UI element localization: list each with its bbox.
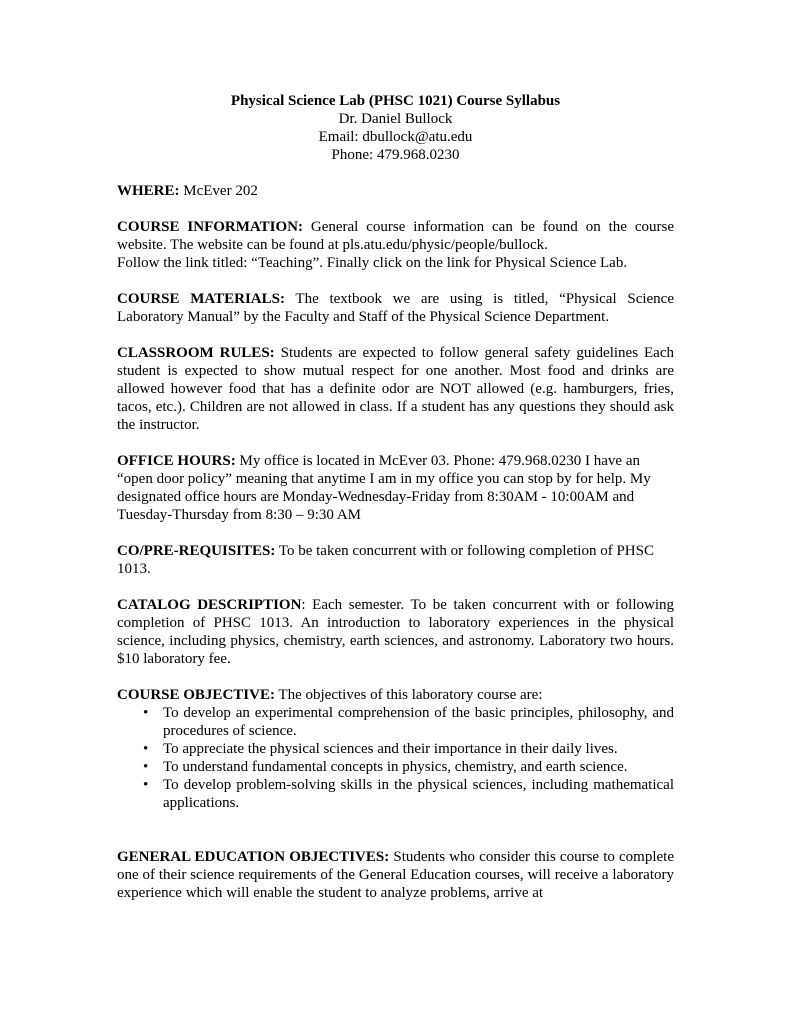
prerequisites-label: CO/PRE-REQUISITES: [117,543,276,559]
where-section [117,182,674,200]
list-item [143,704,674,740]
course-information-label: COURSE INFORMATION: [117,219,303,235]
office-hours-label: OFFICE HOURS: [117,453,236,469]
classroom-rules-section [117,344,674,434]
document-title: Physical Science Lab (PHSC 1021) Course Syllabus [230,93,561,109]
objective-text: To develop problem-solving skills in the physical sciences, including mathematical applications. [163,777,674,811]
course-information-line2: Follow the link titled: “Teaching”. Finally click on the link for Physical Science Lab. [117,255,628,271]
catalog-description-text: : Each semester. To be taken concurrent with or following completion of PHSC 1013. An introduction to laboratory experiences in the physical science, including physics, chemistry, earth sciences, and astronomy. Laboratory two hours. $10 laboratory fee. [117,597,674,667]
list-item [143,776,674,812]
objective-text: To develop an experimental comprehension of the basic principles, philosophy, and procedures of science. [163,705,674,739]
course-information-section [117,218,674,254]
office-hours-section [117,452,674,524]
instructor-email: Email: dbullock@atu.edu [318,129,473,145]
general-education-label: GENERAL EDUCATION OBJECTIVES: [117,849,390,865]
objective-text: To understand fundamental concepts in physics, chemistry, and earth science. [163,759,628,775]
objective-text: To appreciate the physical sciences and their importance in their daily lives. [163,741,618,757]
list-item [143,740,674,758]
general-education-text: Students who consider this course to complete one of their science requirements of the General Education courses, will receive a laboratory experience which will enable the student to analyze problems, arrive at [117,849,674,901]
course-objective-text: The objectives of this laboratory course are: [274,687,543,703]
syllabus-page [117,92,674,902]
classroom-rules-label: CLASSROOM RULES: [117,345,275,361]
where-text: McEver 202 [179,183,258,199]
instructor-name: Dr. Daniel Bullock [338,111,453,127]
bullet-icon: • [143,741,149,757]
course-objective-label: COURSE OBJECTIVE: [117,687,275,703]
classroom-rules-text: Students are expected to follow general safety guidelines Each student is expected to show mutual respect for one another. Most food and drinks are allowed however food that has a definite odor are NOT allowed (e.g. hamburgers, fries, tacos, etc.). Children are not allowed in class. If a student has any questions they should ask the instructor. [117,345,674,433]
course-objective-section [117,686,674,704]
general-education-section [117,848,674,902]
office-hours-text: My office is located in McEver 03. Phone: 479.968.0230 I have an “open door policy” meaning that anytime I am in my office you can stop by for help. My designated office hours are Monday-Wednesday-Friday from 8:30AM - 10:00AM and Tuesday-Thursday from 8:30 – 9:30 AM [117,453,651,523]
course-information-text: General course information can be found on the course website. The website can be found at pls.atu.edu/physic/people/bullock. [117,219,674,253]
prerequisites-section [117,542,674,578]
document-header [117,92,674,164]
bullet-icon: • [143,777,149,793]
catalog-description-label: CATALOG DESCRIPTION [117,597,302,613]
where-label: WHERE: [117,183,180,199]
course-materials-text: The textbook we are using is titled, “Physical Science Laboratory Manual” by the Faculty and Staff of the Physical Science Department. [117,291,674,325]
list-item [143,758,674,776]
course-materials-label: COURSE MATERIALS: [117,291,285,307]
course-materials-section [117,290,674,326]
instructor-phone: Phone: 479.968.0230 [331,147,460,163]
bullet-icon: • [143,759,149,775]
objectives-list [117,704,674,812]
prerequisites-text: To be taken concurrent with or following completion of PHSC 1013. [117,543,654,577]
bullet-icon: • [143,705,149,721]
catalog-description-section [117,596,674,668]
